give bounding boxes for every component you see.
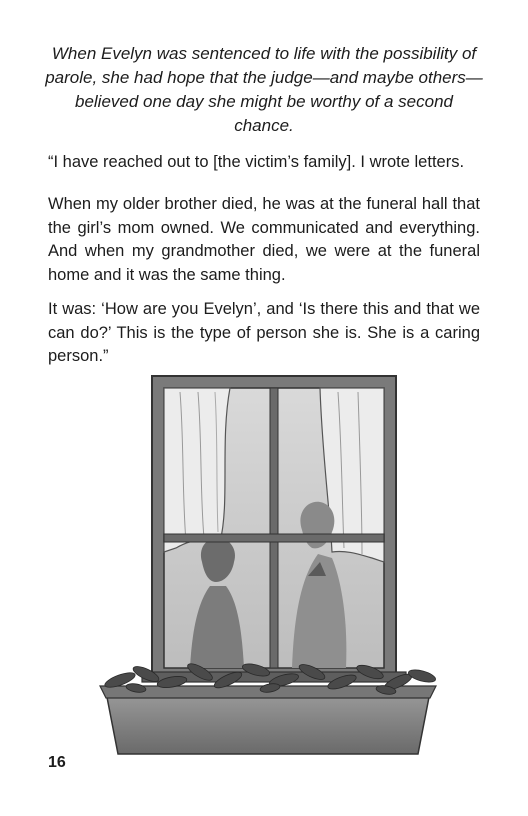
- flower-box: [100, 686, 436, 754]
- quote-paragraph-3: It was: ‘How are you Evelyn’, and ‘Is there this and that we can do?’ This is the type of person she is. She is a caring person.”: [48, 300, 480, 365]
- quote-paragraph-1: “I have reached out to [the victim’s family]. I wrote letters.: [48, 153, 465, 171]
- window-illustration: [80, 362, 456, 770]
- quote-paragraph-2: When my older brother died, he was at the funeral hall that the girl’s mom owned. We communicated and everything. And when my grandmother died, we were at the funeral home and it was the same thing.: [48, 195, 480, 284]
- page-number: 16: [48, 754, 66, 771]
- intro-italic-text: When Evelyn was sentenced to life with the possibility of parole, she had hope that the judge—and maybe others—believed one day she might be worthy of a second chance.: [45, 44, 483, 135]
- left-curtain: [164, 388, 230, 552]
